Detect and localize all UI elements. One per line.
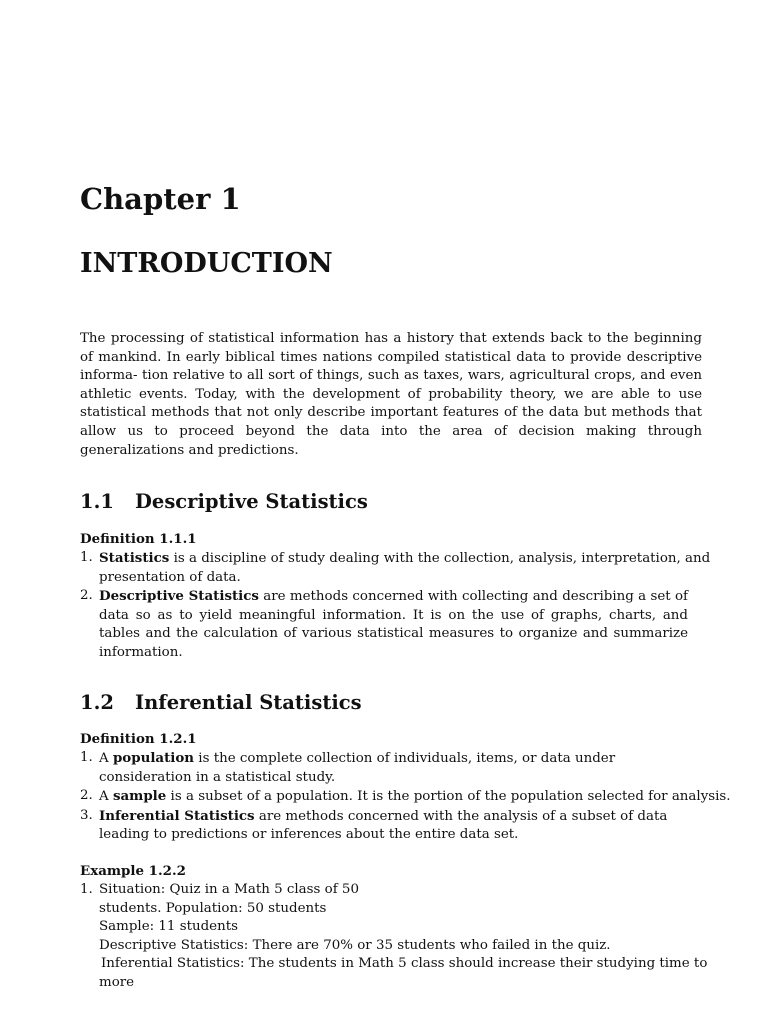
section-heading-inferential — [80, 690, 362, 716]
example-line — [80, 881, 720, 900]
list-item — [80, 807, 720, 845]
definition-text: is the complete collection of individuals, items, or data under — [194, 751, 616, 766]
example-line: Inferential Statistics: The students in Math 5 class should increase their studying time to — [101, 956, 708, 972]
section-heading-descriptive — [80, 489, 368, 515]
definition-text: is a subset of a population. It is the portion of the population selected for analysis. — [166, 789, 731, 805]
example-line: Descriptive Statistics: There are 70% or 35 students who failed in the quiz. — [99, 937, 611, 953]
prefix: A — [99, 751, 113, 766]
list-marker: 1. — [80, 550, 93, 565]
term: Descriptive Statistics — [99, 588, 259, 605]
example-line: Sample: 11 students — [99, 919, 238, 935]
example-line: more — [99, 974, 135, 990]
list-marker: 2. — [80, 788, 93, 804]
list-marker: 1. — [80, 882, 93, 897]
chapter-label: Chapter 1 — [80, 182, 241, 216]
definition-text: are methods concerned with the analysis of a subset of data — [254, 808, 668, 824]
section-number: 1.2 — [80, 691, 114, 714]
term: population — [112, 750, 195, 766]
example-line: students. Population: 50 students — [99, 900, 327, 916]
example-content — [80, 881, 720, 993]
list-marker: 1. — [80, 750, 93, 765]
prefix: A — [99, 789, 113, 805]
definition-list — [80, 749, 731, 845]
section-title: Descriptive Statistics — [135, 490, 368, 513]
list-item — [80, 787, 731, 807]
definition-label: Definition 1.2.1 — [80, 731, 197, 747]
definition-text: leading to predictions or inferences about the entire data set. — [99, 827, 519, 843]
list-item — [80, 549, 720, 587]
definition-text: are methods concerned with collecting and describing a set of data so as to yield meaningful information. It is on the use of graphs, charts, and tables and the calculation of various statistical measures to organize and summarize information. — [99, 589, 688, 660]
example-label: Example 1.2.2 — [80, 863, 186, 879]
intro-paragraph: The processing of statistical information has a history that extends back to the beginning of mankind. In early biblical times nations compiled statistical data to provide descriptive informa- tion relative to all sort of things, such as taxes, wars, agricultural crops, and even athletic events. Today, with the development of probability theory, we are able to use statistical methods that not only describe important features of the data but methods that allow us to proceed beyond the data into the area of decision making through generalizations and predictions. — [80, 331, 702, 458]
list-marker: 3. — [80, 807, 93, 823]
definition-text: consideration in a statistical study. — [99, 769, 336, 785]
example-text: Situation: Quiz in a Math 5 class of 50 — [99, 882, 359, 897]
term: Statistics — [99, 550, 170, 566]
term: sample — [112, 788, 167, 805]
definition-label: Definition 1.1.1 — [80, 531, 197, 547]
list-item — [80, 749, 720, 787]
chapter-title: INTRODUCTION — [80, 248, 333, 279]
section-title: Inferential Statistics — [135, 691, 362, 714]
term: Inferential Statistics — [99, 807, 255, 824]
section-number: 1.1 — [80, 490, 114, 513]
definition-text: is a discipline of study dealing with the collection, analysis, interpretation, and presentation of data. — [99, 551, 711, 585]
list-item — [80, 587, 688, 662]
definition-list — [80, 549, 720, 663]
list-marker: 2. — [80, 588, 93, 604]
